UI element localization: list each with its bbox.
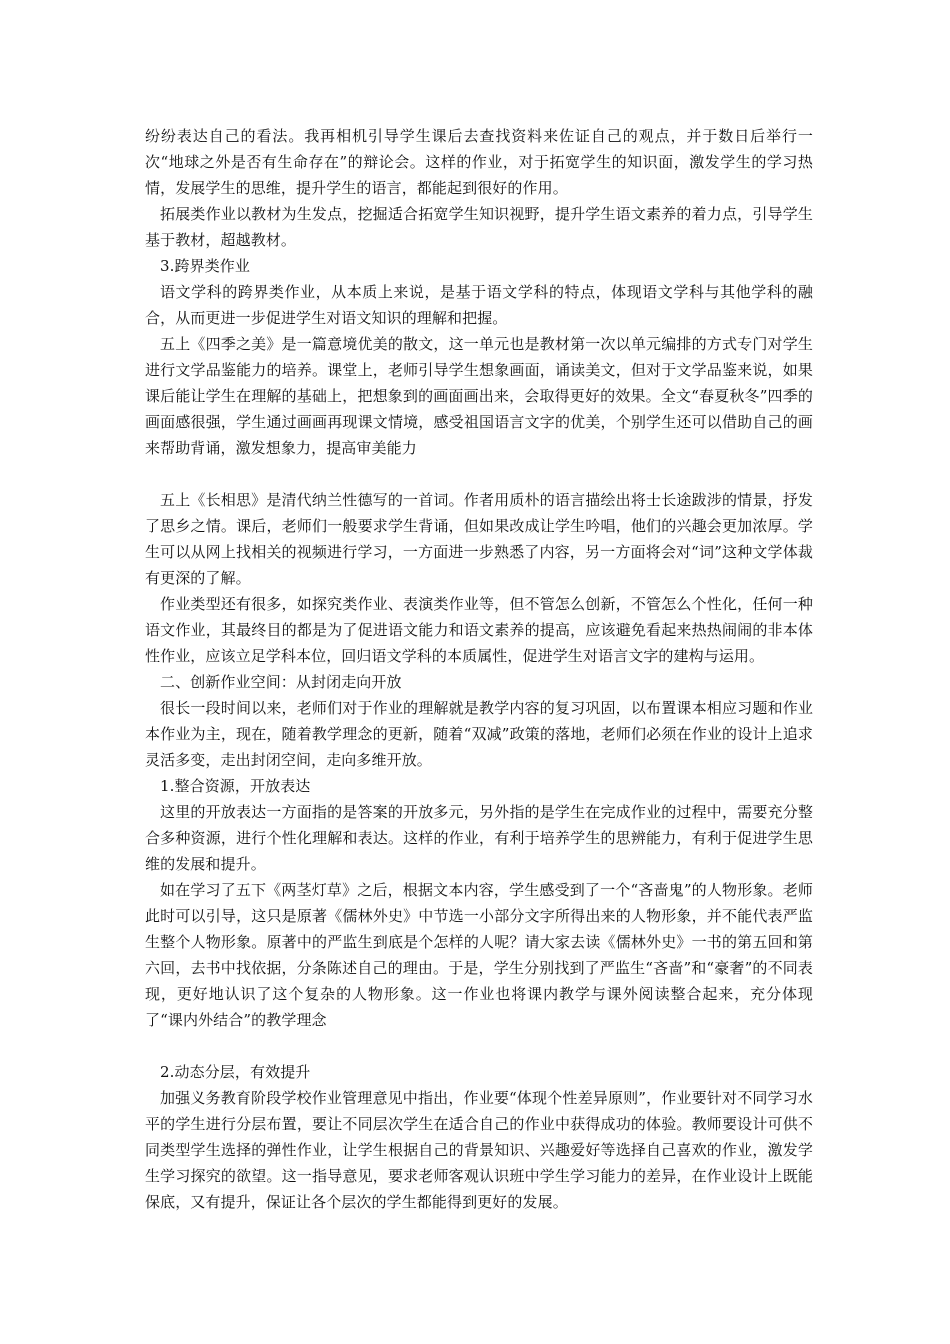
paragraph: 作业类型还有很多，如探究类作业、表演类作业等，但不管怎么创新，不管怎么个性化，任何一种语文作业，其最终目的都是为了促进语文能力和语文素养的提高，应该避免看起来热热闹闹的非本体性作业，应该立足学科本位，回归语文学科的本质属性，促进学生对语言文字的建构与运用。: [145, 595, 813, 665]
paragraph: 这里的开放表达一方面指的是答案的开放多元，另外指的是学生在完成作业的过程中，需要充分整合多种资源，进行个性化理解和表达。这样的作业，有利于培养学生的思辨能力，有利于促进学生思维的发展和提升。: [145, 803, 813, 873]
document-body: [145, 123, 813, 1215]
section-heading: 1.整合资源，开放表达: [160, 777, 311, 795]
paragraph: 五上《四季之美》是一篇意境优美的散文，这一单元也是教材第一次以单元编排的方式专门对学生进行文学品鉴能力的培养。课堂上，老师引导学生想象画面，诵读美文，但对于文学品鉴来说，如果课后能让学生在理解的基础上，把想象到的画面画出来，会取得更好的效果。全文“春夏秋冬”四季的画面感很强，学生通过画画再现课文情境，感受祖国语言文字的优美，个别学生还可以借助自己的画来帮助背诵，激发想象力，提高审美能力: [145, 335, 813, 457]
blank-line: [145, 1033, 813, 1059]
paragraph: 加强义务教育阶段学校作业管理意见中指出，作业要“体现个性差异原则”，作业要针对不同学习水平的学生进行分层布置，要让不同层次学生在适合自己的作业中获得成功的体验。教师要设计可供不同类型学生选择的弹性作业，让学生根据自己的背景知识、兴趣爱好等选择自己喜欢的作业，激发学生学习探究的欲望。这一指导意见，要求老师客观认识班中学生学习能力的差异，在作业设计上既能保底，又有提升，保证让各个层次的学生都能得到更好的发展。: [145, 1089, 813, 1211]
paragraph: 语文学科的跨界类作业，从本质上来说，是基于语文学科的特点，体现语文学科与其他学科的融合，从而更进一步促进学生对语文知识的理解和把握。: [145, 283, 813, 327]
paragraph: 拓展类作业以教材为生发点，挖掘适合拓宽学生知识视野，提升学生语文素养的着力点，引导学生基于教材，超越教材。: [145, 205, 813, 249]
paragraph: 如在学习了五下《两茎灯草》之后，根据文本内容，学生感受到了一个“吝啬鬼”的人物形象。老师此时可以引导，这只是原著《儒林外史》中节选一小部分文字所得出来的人物形象，并不能代表严监生整个人物形象。原著中的严监生到底是个怎样的人呢？请大家去读《儒林外史》一书的第五回和第六回，去书中找依据，分条陈述自己的理由。于是，学生分别找到了严监生“吝啬”和“豪奢”的不同表现，更好地认识了这个复杂的人物形象。这一作业也将课内教学与课外阅读整合起来，充分体现了“课内外结合”的教学理念: [145, 881, 813, 1029]
section-heading: 2.动态分层，有效提升: [160, 1063, 311, 1081]
paragraph: 很长一段时间以来，老师们对于作业的理解就是教学内容的复习巩固，以布置课本相应习题和作业本作业为主，现在，随着教学理念的更新，随着“双减”政策的落地，老师们必须在作业的设计上追求灵活多变，走出封闭空间，走向多维开放。: [145, 699, 813, 769]
paragraph: 五上《长相思》是清代纳兰性德写的一首词。作者用质朴的语言描绘出将士长途跋涉的情景，抒发了思乡之情。课后，老师们一般要求学生背诵，但如果改成让学生吟唱，他们的兴趣会更加浓厚。学生可以从网上找相关的视频进行学习，一方面进一步熟悉了内容，另一方面将会对“词”这种文学体裁有更深的了解。: [145, 491, 813, 587]
blank-line: [145, 461, 813, 487]
paragraph: 纷纷表达自己的看法。我再相机引导学生课后去查找资料来佐证自己的观点，并于数日后举行一次“地球之外是否有生命存在”的辩论会。这样的作业，对于拓宽学生的知识面，激发学生的学习热情，发展学生的思维，提升学生的语言，都能起到很好的作用。: [145, 127, 813, 197]
section-heading: 3.跨界类作业: [160, 257, 251, 275]
section-heading: 二、创新作业空间：从封闭走向开放: [160, 673, 402, 691]
